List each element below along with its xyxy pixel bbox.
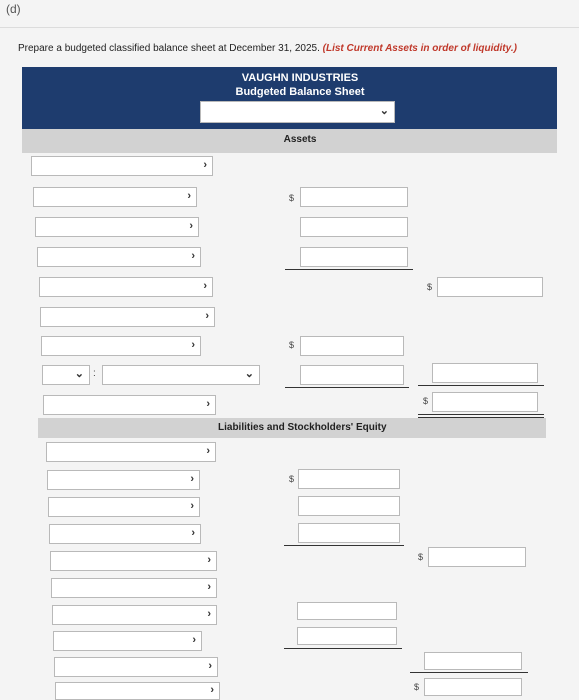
amount-input[interactable] xyxy=(300,247,408,267)
underline xyxy=(285,269,413,270)
part-label: (d) xyxy=(6,2,21,16)
amount-input[interactable] xyxy=(300,187,408,207)
chevron-down-icon: › xyxy=(191,249,195,262)
chevron-down-icon: › xyxy=(187,189,191,202)
currency-symbol: $ xyxy=(289,340,295,350)
asset-label-select[interactable] xyxy=(40,307,215,327)
less-item-select[interactable] xyxy=(102,365,260,385)
asset-label-select[interactable] xyxy=(31,156,213,176)
amount-input[interactable] xyxy=(297,602,397,620)
underline xyxy=(285,387,409,388)
amount-input[interactable] xyxy=(432,363,538,383)
liability-label-select[interactable] xyxy=(47,470,200,490)
asset-label-select[interactable] xyxy=(37,247,201,267)
amount-input[interactable] xyxy=(300,336,404,356)
instruction-hint: (List Current Assets in order of liquidity.) xyxy=(322,43,517,54)
divider xyxy=(0,27,579,28)
liability-label-select[interactable] xyxy=(50,551,217,571)
liabilities-heading: Liabilities and Stockholders' Equity xyxy=(218,422,387,433)
chevron-down-icon: › xyxy=(190,472,194,485)
total-input[interactable] xyxy=(437,277,543,297)
total-liabilities-equity-input[interactable] xyxy=(424,678,522,696)
chevron-down-icon: › xyxy=(210,683,214,696)
currency-symbol: $ xyxy=(423,396,429,406)
total-input[interactable] xyxy=(428,547,526,567)
chevron-down-icon: ⌄ xyxy=(244,367,254,380)
underline xyxy=(284,545,404,546)
total-assets-input[interactable] xyxy=(432,392,538,412)
amount-input[interactable] xyxy=(298,469,400,489)
underline xyxy=(284,648,402,649)
currency-symbol: $ xyxy=(414,682,420,692)
date-select[interactable] xyxy=(200,101,395,123)
double-underline xyxy=(418,414,544,415)
chevron-down-icon: › xyxy=(207,553,211,566)
asset-label-select[interactable] xyxy=(33,187,197,207)
asset-label-select[interactable] xyxy=(35,217,199,237)
chevron-down-icon: › xyxy=(203,158,207,171)
equity-label-select[interactable] xyxy=(53,631,202,651)
liability-label-select[interactable] xyxy=(46,442,216,462)
asset-label-select[interactable] xyxy=(43,395,216,415)
chevron-down-icon: ⌄ xyxy=(74,367,84,380)
underline xyxy=(410,672,528,673)
asset-label-select[interactable] xyxy=(39,277,213,297)
chevron-down-icon: ⌄ xyxy=(379,104,389,117)
amount-input[interactable] xyxy=(300,217,408,237)
total-equity-input[interactable] xyxy=(424,652,522,670)
statement-title: Budgeted Balance Sheet xyxy=(235,86,365,98)
asset-label-select[interactable] xyxy=(41,336,201,356)
equity-label-select[interactable] xyxy=(52,605,217,625)
instruction xyxy=(18,43,517,54)
chevron-down-icon: › xyxy=(203,279,207,292)
underline xyxy=(418,385,544,386)
chevron-down-icon: › xyxy=(191,526,195,539)
assets-heading: Assets xyxy=(283,134,317,145)
chevron-down-icon: › xyxy=(192,633,196,646)
company-name: VAUGHN INDUSTRIES xyxy=(241,72,359,84)
currency-symbol: $ xyxy=(289,193,295,203)
equity-label-select[interactable] xyxy=(51,578,217,598)
liability-label-select[interactable] xyxy=(49,524,201,544)
currency-symbol: $ xyxy=(418,552,424,562)
amount-input[interactable] xyxy=(300,365,404,385)
liability-label-select[interactable] xyxy=(48,497,200,517)
chevron-down-icon: › xyxy=(189,219,193,232)
colon: : xyxy=(93,368,96,379)
chevron-down-icon: › xyxy=(191,338,195,351)
chevron-down-icon: › xyxy=(190,499,194,512)
instruction-text: Prepare a budgeted classified balance sheet at December 31, 2025. xyxy=(18,43,320,54)
less-label-select[interactable] xyxy=(42,365,90,385)
amount-input[interactable] xyxy=(298,496,400,516)
chevron-down-icon: › xyxy=(208,659,212,672)
total-label-select[interactable] xyxy=(55,682,220,700)
amount-input[interactable] xyxy=(298,523,400,543)
equity-label-select[interactable] xyxy=(54,657,218,677)
chevron-down-icon: › xyxy=(207,607,211,620)
chevron-down-icon: › xyxy=(207,580,211,593)
chevron-down-icon: › xyxy=(206,444,210,457)
chevron-down-icon: › xyxy=(205,309,209,322)
chevron-down-icon: › xyxy=(206,397,210,410)
currency-symbol: $ xyxy=(427,282,433,292)
currency-symbol: $ xyxy=(289,474,295,484)
amount-input[interactable] xyxy=(297,627,397,645)
